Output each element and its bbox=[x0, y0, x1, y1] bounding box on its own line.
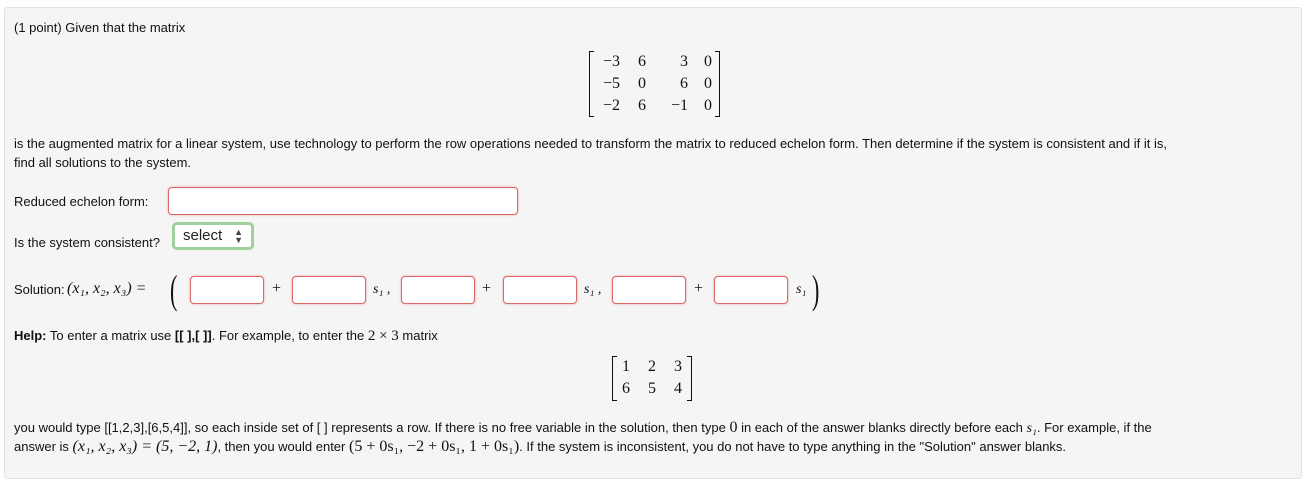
reduced-echelon-input[interactable] bbox=[168, 187, 518, 215]
matrix-cell: 0 bbox=[638, 75, 646, 92]
solution-coef-1-input[interactable] bbox=[292, 276, 366, 304]
matrix-cell: 2 bbox=[648, 358, 656, 375]
help-text3: matrix bbox=[402, 328, 438, 343]
s1-label: s₁ , bbox=[373, 282, 391, 297]
solution-const-1-input[interactable] bbox=[190, 276, 264, 304]
select-value: select bbox=[183, 227, 223, 244]
matrix-cell: 0 bbox=[704, 75, 712, 92]
para-text: you would type [[1,2,3],[6,5,4]], so each inside set of [ ] represents a row. If there is no free variable in the solution, then type bbox=[14, 420, 726, 435]
plus-sign: + bbox=[272, 280, 282, 297]
matrix-cell: 6 bbox=[680, 75, 688, 92]
solution-coef-3-input[interactable] bbox=[714, 276, 788, 304]
right-bracket bbox=[687, 356, 692, 401]
help-brackets: [[ ],[ ]] bbox=[174, 328, 212, 343]
matrix-cell: 6 bbox=[638, 53, 646, 70]
s1-label: s₁ , bbox=[584, 282, 602, 297]
matrix-cell: 3 bbox=[680, 53, 688, 70]
consistent-label: Is the system consistent? bbox=[14, 235, 160, 250]
matrix-cell: 6 bbox=[622, 380, 630, 397]
consistent-select[interactable] bbox=[172, 222, 254, 250]
plus-sign: + bbox=[482, 280, 492, 297]
example-matrix bbox=[612, 356, 692, 401]
matrix-cell: −1 bbox=[670, 97, 688, 114]
help-dims: 2 × 3 bbox=[367, 328, 399, 344]
explanation-line2 bbox=[14, 438, 1066, 456]
para-zero: 0 bbox=[729, 419, 738, 436]
matrix-cell: 4 bbox=[674, 380, 682, 397]
solution-coef-2-input[interactable] bbox=[503, 276, 577, 304]
matrix-cell: 3 bbox=[674, 358, 682, 375]
matrix-cell: 0 bbox=[704, 97, 712, 114]
s1-label: s₁ bbox=[796, 282, 807, 297]
para-text: in each of the answer blanks directly before each bbox=[741, 420, 1023, 435]
updown-arrows-icon: ▲ ▼ bbox=[234, 227, 243, 245]
open-paren: ( bbox=[170, 267, 178, 312]
help-line bbox=[14, 328, 438, 345]
para-text: . If the system is inconsistent, you do not have to type anything in the "Solution" answer blanks. bbox=[519, 439, 1067, 454]
para-s1: s₁ bbox=[1026, 421, 1037, 436]
intro-text: (1 point) Given that the matrix bbox=[14, 20, 186, 35]
explanation-line1 bbox=[14, 419, 1152, 437]
help-text1: To enter a matrix use bbox=[49, 328, 172, 343]
given-matrix bbox=[589, 51, 720, 117]
solution-const-2-input[interactable] bbox=[401, 276, 475, 304]
help-text2: . For example, to enter the bbox=[211, 328, 365, 343]
matrix-cell: −3 bbox=[602, 53, 620, 70]
matrix-cell: 0 bbox=[704, 53, 712, 70]
matrix-cell: 6 bbox=[638, 97, 646, 114]
plus-sign: + bbox=[694, 280, 704, 297]
para-text: , then you would enter bbox=[217, 439, 346, 454]
solution-const-3-input[interactable] bbox=[612, 276, 686, 304]
matrix-cell: 1 bbox=[622, 358, 630, 375]
matrix-cell: −2 bbox=[602, 97, 620, 114]
help-bold: Help: bbox=[14, 328, 47, 343]
matrix-cell: −5 bbox=[602, 75, 620, 92]
para-text: . For example, if the bbox=[1036, 420, 1152, 435]
left-bracket bbox=[589, 51, 594, 117]
reduced-label: Reduced echelon form: bbox=[14, 194, 149, 209]
matrix-cell: 5 bbox=[648, 380, 656, 397]
close-paren: ) bbox=[812, 267, 820, 312]
para-text: answer is bbox=[14, 439, 69, 454]
solution-label: Solution: bbox=[14, 282, 65, 297]
instructions-line1: is the augmented matrix for a linear system, use technology to perform the row operations needed to transform the matrix to reduced echelon form. Then determine if the system is consistent and if it is, bbox=[14, 136, 1167, 151]
right-bracket bbox=[715, 51, 720, 117]
para-eq2: (5 + 0s₁, −2 + 0s₁, 1 + 0s₁) bbox=[349, 438, 520, 455]
para-eq1: (x₁, x₂, x₃) = (5, −2, 1) bbox=[72, 438, 218, 455]
instructions-line2: find all solutions to the system. bbox=[14, 155, 192, 170]
solution-lhs: (x₁, x₂, x₃) = bbox=[67, 280, 147, 297]
